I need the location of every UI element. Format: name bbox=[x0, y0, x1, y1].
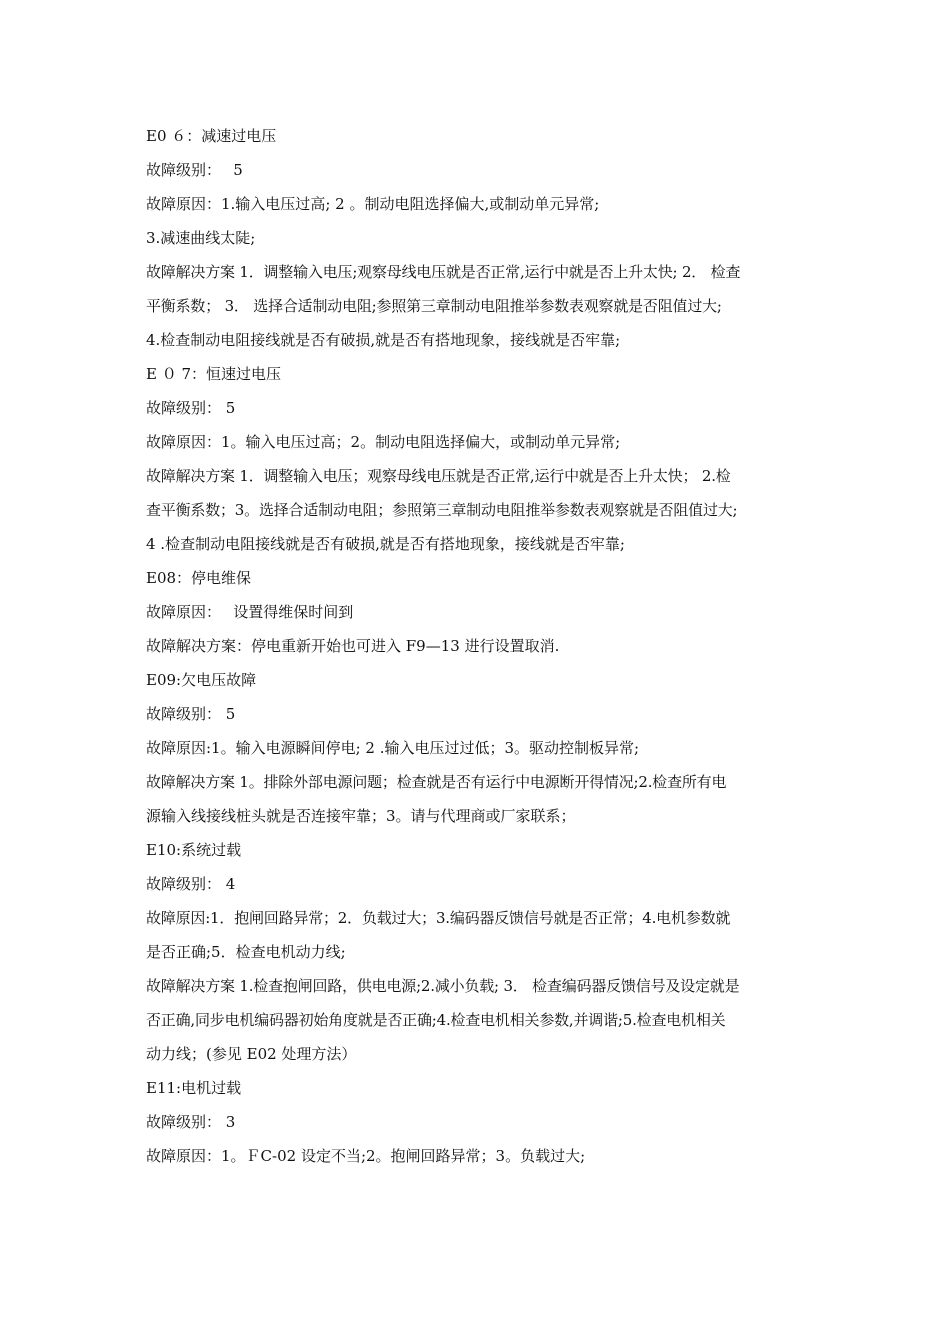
fault-solution-line-cont: 否正确,同步电机编码器初始角度就是否正确;4.检查电机相关参数,并调谐;5.检查电机相关 bbox=[146, 1011, 726, 1029]
fault-cause-line: 故障原因： 设置得维保时间到 bbox=[146, 603, 354, 621]
fault-solution-line: 故障解决方案 1．调整输入电压;观察母线电压就是否正常,运行中就是否上升太快; 2． 检查 bbox=[146, 263, 741, 281]
fault-solution-line-cont: 4.检查制动电阻接线就是否有破损,就是否有搭地现象，接线就是否牢靠; bbox=[146, 331, 621, 349]
fault-level-line: 故障级别： 5 bbox=[146, 705, 236, 723]
fault-solution-line: 故障解决方案：停电重新开始也可进入 F9—13 进行设置取消. bbox=[146, 637, 560, 655]
fault-cause-line: 故障原因：1。输入电压过高；2。制动电阻选择偏大，或制动单元异常; bbox=[146, 433, 621, 451]
fault-heading-e11: E11:电机过载 bbox=[146, 1079, 242, 1097]
fault-solution-line-cont: 平衡系数； 3． 选择合适制动电阻;参照第三章制动电阻推举参数表观察就是否阻值过大; bbox=[146, 297, 722, 315]
fault-cause-line: 故障原因：1.输入电压过高; 2 。制动电阻选择偏大,或制动单元异常; bbox=[146, 195, 600, 213]
fault-solution-line-cont: 动力线；(参见 E02 处理方法） bbox=[146, 1045, 357, 1063]
fault-level-line: 故障级别： 4 bbox=[146, 875, 236, 893]
fault-heading-e08: E08：停电维保 bbox=[146, 569, 252, 587]
fault-cause-line-cont: 是否正确;5．检查电机动力线; bbox=[146, 943, 346, 961]
document-body bbox=[146, 122, 818, 1176]
fault-cause-line-cont: 3.减速曲线太陡; bbox=[146, 229, 256, 247]
fault-heading-e10: E10:系统过载 bbox=[146, 841, 242, 859]
fault-level-line: 故障级别： 5 bbox=[146, 161, 243, 179]
fault-cause-line: 故障原因:1．抱闸回路异常；2．负载过大；3.编码器反馈信号就是否正常；4.电机参数就 bbox=[146, 909, 731, 927]
fault-solution-line-cont: 源输入线接线桩头就是否连接牢靠；3。请与代理商或厂家联系； bbox=[146, 807, 576, 825]
fault-level-line: 故障级别： 5 bbox=[146, 399, 236, 417]
fault-cause-line: 故障原因:1。输入电源瞬间停电; 2 .输入电压过过低；3。驱动控制板异常; bbox=[146, 739, 640, 757]
fault-solution-line: 故障解决方案 1．调整输入电压；观察母线电压就是否正常,运行中就是否上升太快； 2.检 bbox=[146, 467, 731, 485]
fault-heading-e06: E0 ６：减速过电压 bbox=[146, 127, 277, 145]
fault-solution-line-cont: 4 .检查制动电阻接线就是否有破损,就是否有搭地现象，接线就是否牢靠; bbox=[146, 535, 625, 553]
fault-solution-line: 故障解决方案 1。排除外部电源问题；检查就是否有运行中电源断开得情况;2.检查所有电 bbox=[146, 773, 727, 791]
fault-solution-line-cont: 查平衡系数；3。选择合适制动电阻；参照第三章制动电阻推举参数表观察就是否阻值过大; bbox=[146, 501, 738, 519]
fault-cause-line: 故障原因：1。ＦC-02 设定不当;2。抱闸回路异常；3。负载过大; bbox=[146, 1147, 586, 1165]
fault-level-line: 故障级别： 3 bbox=[146, 1113, 236, 1131]
fault-heading-e07: E ０ 7：恒速过电压 bbox=[146, 365, 282, 383]
fault-solution-line: 故障解决方案 1.检查抱闸回路，供电电源;2.减小负载; 3． 检查编码器反馈信号及设定就是 bbox=[146, 977, 740, 995]
fault-heading-e09: E09:欠电压故障 bbox=[146, 671, 257, 689]
